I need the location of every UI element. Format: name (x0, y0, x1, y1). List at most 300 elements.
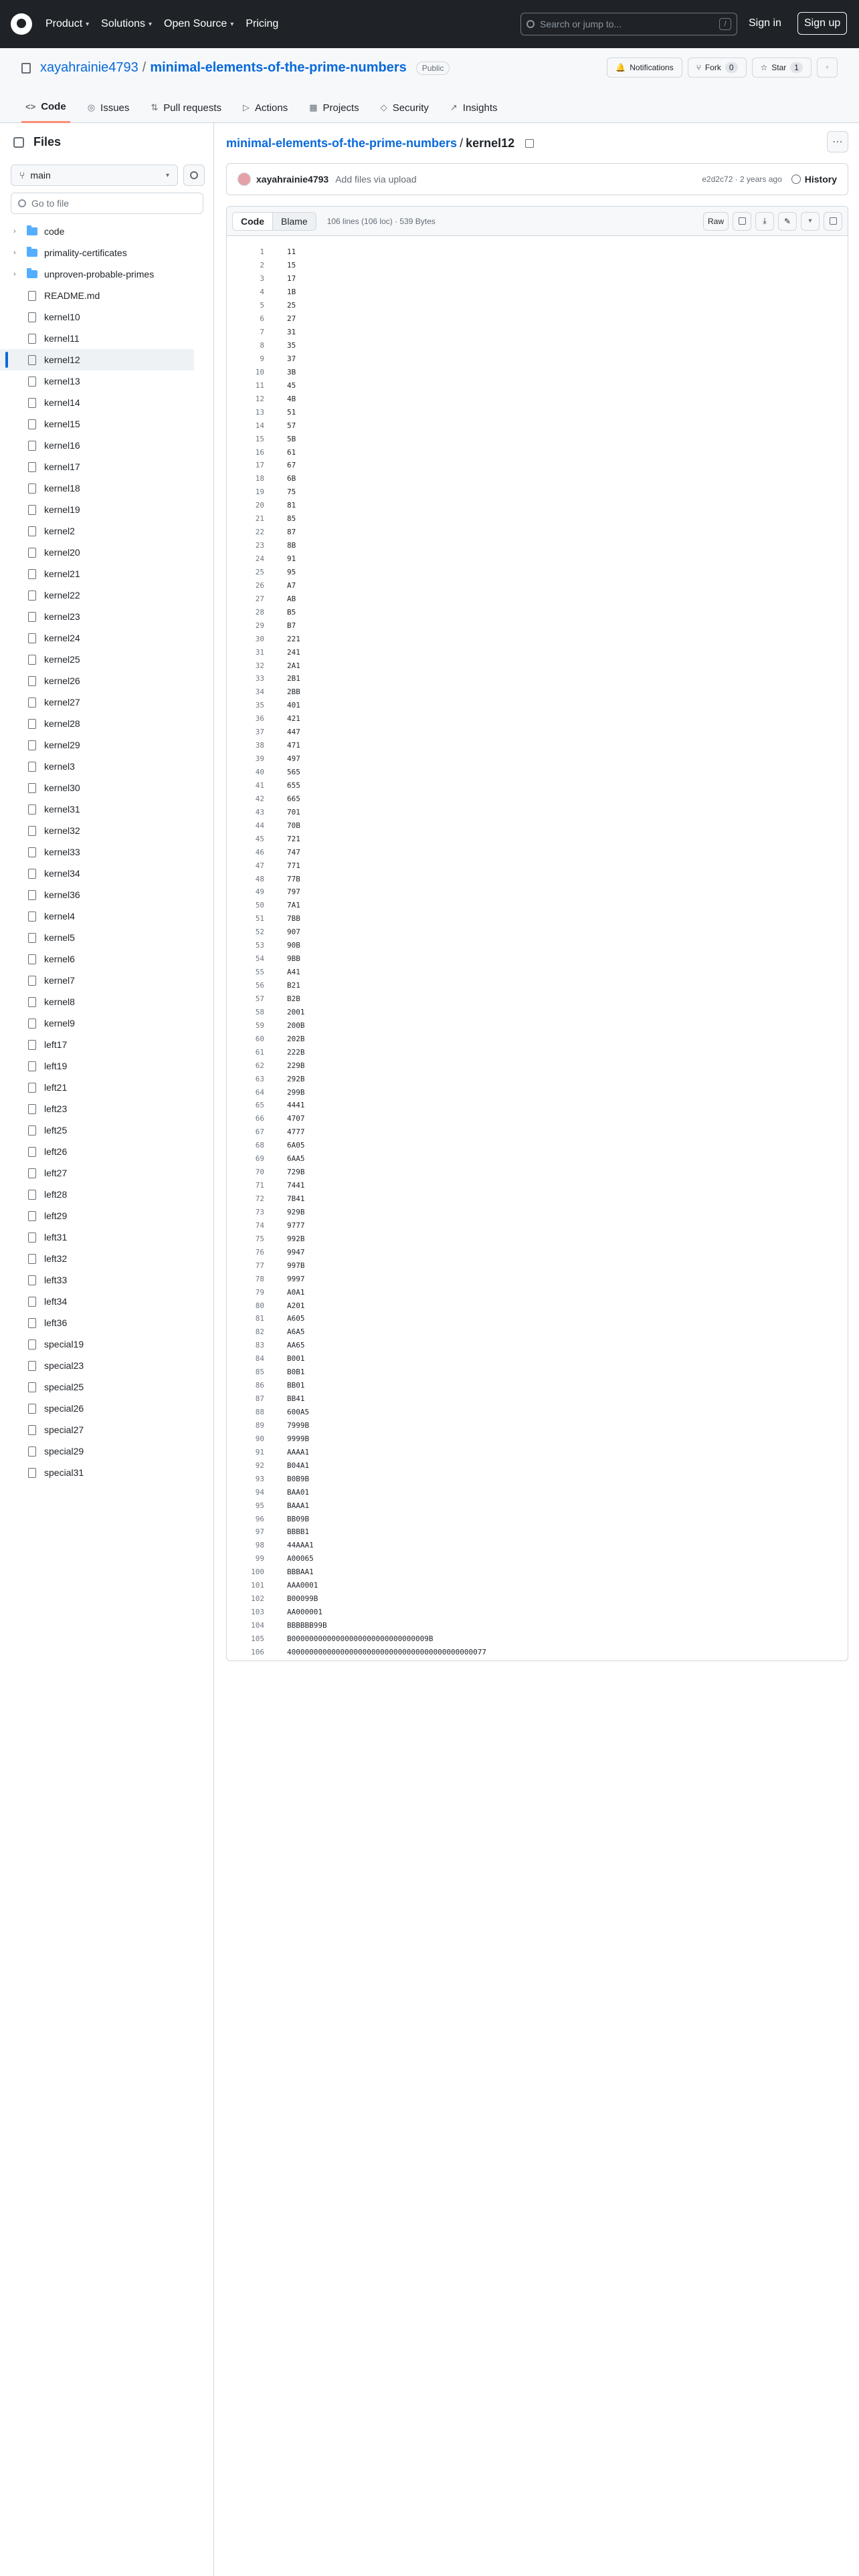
line-content: 497 (287, 754, 300, 764)
line-number[interactable]: 80 (255, 1301, 264, 1310)
file-icon (28, 548, 36, 558)
line-number[interactable]: 103 (251, 1608, 264, 1617)
more-options-button[interactable]: ⋯ (827, 131, 848, 152)
line-number[interactable]: 68 (255, 1141, 264, 1150)
pull-requests-icon: ⇅ (151, 102, 159, 112)
tree-item-special25[interactable] (0, 1376, 214, 1398)
search-input[interactable] (520, 13, 737, 35)
tree-item-kernel9[interactable] (0, 1012, 214, 1034)
line-number[interactable]: 11 (255, 381, 264, 390)
code-line (227, 1112, 848, 1125)
download-button[interactable] (755, 212, 774, 231)
tree-item-kernel28[interactable] (0, 713, 214, 734)
line-number[interactable]: 74 (255, 1220, 264, 1230)
top-nav-item-solutions[interactable] (101, 18, 152, 30)
tree-item-kernel7[interactable] (0, 970, 214, 991)
tree-item-kernel6[interactable] (0, 948, 214, 970)
tree-item-kernel16[interactable] (0, 435, 214, 456)
tree-item-left26[interactable] (0, 1141, 214, 1162)
code-view-button[interactable]: Code (233, 213, 273, 230)
tree-item-left19[interactable] (0, 1055, 214, 1077)
line-number[interactable]: 37 (255, 728, 264, 737)
line-content: 70B (287, 821, 300, 830)
line-content: 17 (287, 274, 296, 284)
file-icon (28, 933, 36, 943)
line-number[interactable]: 6 (260, 314, 264, 324)
history-label: History (804, 174, 837, 185)
tree-item-kernel25[interactable] (0, 649, 214, 670)
line-number[interactable]: 36 (255, 714, 264, 724)
blame-view-button[interactable]: Blame (273, 213, 316, 230)
tab-label: Security (392, 102, 429, 114)
tree-item-left25[interactable] (0, 1119, 214, 1141)
line-number[interactable]: 8 (260, 341, 264, 350)
tree-item-label: kernel19 (44, 504, 80, 515)
tree-item-kernel34[interactable] (0, 863, 214, 884)
repo-owner-link[interactable]: xayahrainie4793 (40, 60, 138, 75)
go-to-file-input[interactable] (11, 193, 203, 214)
code-line (227, 1645, 848, 1658)
line-content: 25 (287, 301, 296, 310)
star-dropdown-button[interactable] (817, 58, 838, 78)
tree-item-label: special27 (44, 1424, 84, 1435)
line-number[interactable]: 44 (255, 821, 264, 830)
line-number[interactable]: 34 (255, 687, 264, 697)
tree-item-label: kernel20 (44, 547, 80, 558)
line-number[interactable]: 70 (255, 1168, 264, 1177)
line-number[interactable]: 26 (255, 580, 264, 590)
tree-item-left17[interactable] (0, 1034, 214, 1055)
code-line (227, 1339, 848, 1352)
code-line (227, 1525, 848, 1539)
line-content: 701 (287, 807, 300, 817)
code-line (227, 1485, 848, 1499)
top-nav-label: Open Source (164, 18, 227, 29)
line-number[interactable]: 78 (255, 1274, 264, 1283)
file-icon (28, 1061, 36, 1071)
copy-path-icon[interactable] (525, 139, 534, 148)
line-number[interactable]: 19 (255, 488, 264, 497)
line-number[interactable]: 65 (255, 1101, 264, 1110)
tree-item-code[interactable] (0, 221, 214, 242)
edit-dropdown-button[interactable] (801, 212, 820, 231)
line-number[interactable]: 45 (255, 834, 264, 843)
line-number[interactable]: 9 (260, 354, 264, 363)
code-line (227, 459, 848, 472)
line-number[interactable]: 33 (255, 674, 264, 683)
line-number[interactable]: 96 (255, 1514, 264, 1523)
tree-item-label: left23 (44, 1103, 68, 1114)
line-number[interactable]: 79 (255, 1287, 264, 1297)
file-icon (28, 676, 36, 686)
line-number[interactable]: 98 (255, 1541, 264, 1550)
line-number[interactable]: 16 (255, 447, 264, 457)
line-number[interactable]: 21 (255, 514, 264, 524)
line-number[interactable]: 22 (255, 528, 264, 537)
tree-item-kernel22[interactable] (0, 584, 214, 606)
line-number[interactable]: 57 (255, 994, 264, 1003)
line-content: B04A1 (287, 1461, 310, 1470)
line-number[interactable]: 25 (255, 567, 264, 576)
tree-item-label: left19 (44, 1061, 68, 1071)
line-number[interactable]: 54 (255, 954, 264, 964)
line-number[interactable]: 71 (255, 1181, 264, 1190)
code-line (227, 552, 848, 566)
code-line (227, 1152, 848, 1166)
symbols-panel-button[interactable] (824, 212, 842, 231)
line-number[interactable]: 24 (255, 554, 264, 564)
tab-insights[interactable] (446, 92, 502, 123)
line-number[interactable]: 3 (260, 274, 264, 284)
collapse-panel-icon[interactable] (13, 137, 24, 148)
line-content: 35 (287, 341, 296, 350)
tree-item-label: special29 (44, 1446, 84, 1457)
line-number[interactable]: 41 (255, 780, 264, 790)
tree-item-kernel27[interactable] (0, 691, 214, 713)
tree-item-left32[interactable] (0, 1248, 214, 1269)
file-icon (28, 441, 36, 451)
tree-item-kernel15[interactable] (0, 413, 214, 435)
tree-item-left31[interactable] (0, 1226, 214, 1248)
line-content: 11 (287, 247, 296, 257)
code-line (227, 445, 848, 459)
line-number[interactable]: 20 (255, 501, 264, 510)
line-content: 797 (287, 887, 300, 897)
line-number[interactable]: 2 (260, 261, 264, 270)
tab-issues[interactable] (84, 92, 134, 123)
line-number[interactable]: 40 (255, 768, 264, 777)
line-number[interactable]: 83 (255, 1341, 264, 1350)
tree-item-kernel23[interactable] (0, 606, 214, 627)
tree-item-kernel31[interactable] (0, 798, 214, 820)
history-link[interactable] (791, 174, 837, 185)
line-number[interactable]: 102 (251, 1594, 264, 1604)
line-number[interactable]: 66 (255, 1114, 264, 1123)
code-line (227, 272, 848, 286)
fork-button[interactable] (688, 58, 747, 78)
tree-item-special27[interactable] (0, 1419, 214, 1440)
file-icon (28, 847, 36, 857)
tree-item-left28[interactable] (0, 1184, 214, 1205)
line-number[interactable]: 72 (255, 1194, 264, 1204)
code-icon: <> (25, 102, 36, 112)
line-number[interactable]: 75 (255, 1234, 264, 1243)
edit-button[interactable] (778, 212, 797, 231)
line-number[interactable]: 105 (251, 1634, 264, 1643)
line-number[interactable]: 94 (255, 1487, 264, 1497)
tree-item-label: kernel17 (44, 461, 80, 472)
file-icon (28, 1147, 36, 1157)
line-number[interactable]: 42 (255, 794, 264, 803)
tree-item-kernel10[interactable] (0, 306, 214, 328)
line-number[interactable]: 10 (255, 367, 264, 377)
line-number[interactable]: 12 (255, 394, 264, 403)
star-icon: ☆ (760, 63, 768, 72)
line-number[interactable]: 100 (251, 1568, 264, 1577)
file-icon (28, 869, 36, 879)
code-line (227, 578, 848, 592)
line-number[interactable]: 30 (255, 634, 264, 643)
line-number[interactable]: 28 (255, 607, 264, 617)
breadcrumb-repo-link[interactable]: minimal-elements-of-the-prime-numbers (226, 136, 458, 150)
file-info: 106 lines (106 loc) · 539 Bytes (326, 216, 436, 226)
top-nav-item-open-source[interactable] (164, 18, 233, 30)
file-content-box (226, 206, 848, 1661)
line-number[interactable]: 59 (255, 1021, 264, 1030)
tree-item-left33[interactable] (0, 1269, 214, 1291)
tree-item-kernel11[interactable] (0, 328, 214, 349)
line-number[interactable]: 23 (255, 541, 264, 550)
line-number[interactable]: 48 (255, 874, 264, 883)
line-number[interactable]: 87 (255, 1394, 264, 1404)
chevron-down-icon: ▾ (230, 20, 234, 28)
commit-author[interactable]: xayahrainie4793 (256, 174, 329, 185)
tree-item-label: kernel3 (44, 761, 75, 772)
tree-item-label: kernel21 (44, 568, 80, 579)
tab-security[interactable] (377, 92, 433, 123)
tree-item-left27[interactable] (0, 1162, 214, 1184)
tree-item-kernel2[interactable] (0, 520, 214, 542)
line-number[interactable]: 18 (255, 474, 264, 484)
line-number[interactable]: 15 (255, 434, 264, 443)
line-content: A7 (287, 580, 296, 590)
line-content: 447 (287, 728, 300, 737)
line-number[interactable]: 14 (255, 421, 264, 430)
line-number[interactable]: 50 (255, 901, 264, 910)
file-icon (28, 1168, 36, 1178)
line-number[interactable]: 17 (255, 461, 264, 470)
line-number[interactable]: 85 (255, 1368, 264, 1377)
line-number[interactable]: 29 (255, 621, 264, 630)
tree-item-label: left32 (44, 1253, 68, 1264)
line-number[interactable]: 63 (255, 1074, 264, 1083)
tree-item-kernel33[interactable] (0, 841, 214, 863)
line-number[interactable]: 47 (255, 861, 264, 870)
line-content: 400000000000000000000000000000000000000000077 (287, 1647, 487, 1656)
line-number[interactable]: 27 (255, 594, 264, 603)
copy-icon (739, 217, 746, 225)
line-number[interactable]: 43 (255, 807, 264, 817)
line-number[interactable]: 106 (251, 1647, 264, 1656)
code-line (227, 365, 848, 379)
line-number[interactable]: 7 (260, 328, 264, 337)
star-button[interactable] (752, 58, 812, 78)
tree-item-left21[interactable] (0, 1077, 214, 1098)
line-number[interactable]: 90 (255, 1434, 264, 1443)
line-number[interactable]: 31 (255, 647, 264, 657)
code-line (227, 1366, 848, 1379)
notifications-button[interactable] (607, 58, 682, 78)
line-number[interactable]: 60 (255, 1034, 264, 1043)
tab-actions[interactable] (239, 92, 292, 123)
file-icon (28, 1297, 36, 1307)
line-content: 2BB (287, 687, 300, 697)
tree-item-kernel17[interactable] (0, 456, 214, 477)
file-icon (28, 334, 36, 344)
line-number[interactable]: 56 (255, 981, 264, 990)
top-nav-item-pricing[interactable] (246, 18, 278, 30)
file-tree (0, 221, 214, 1483)
tree-item-special26[interactable] (0, 1398, 214, 1419)
code-line (227, 1606, 848, 1619)
line-number[interactable]: 89 (255, 1420, 264, 1430)
file-icon (28, 612, 36, 622)
tree-item-kernel12[interactable] (0, 349, 194, 370)
tree-item-kernel20[interactable] (0, 542, 214, 563)
tree-item-unproven-probable-primes[interactable] (0, 263, 214, 285)
commit-message[interactable]: Add files via upload (335, 174, 417, 185)
line-number[interactable]: 92 (255, 1461, 264, 1470)
chevron-right-icon: › (13, 249, 16, 257)
line-number[interactable]: 104 (251, 1621, 264, 1630)
code-line (227, 1552, 848, 1566)
file-icon (28, 505, 36, 515)
code-line (227, 832, 848, 845)
line-number[interactable]: 49 (255, 887, 264, 897)
copy-raw-button[interactable] (733, 212, 751, 231)
code-line (227, 1259, 848, 1272)
github-logo-icon[interactable] (11, 13, 32, 35)
tab-label: Insights (462, 102, 498, 114)
line-number[interactable]: 99 (255, 1554, 264, 1564)
tree-item-kernel4[interactable] (0, 905, 214, 927)
tree-item-special23[interactable] (0, 1355, 214, 1376)
tree-item-special29[interactable] (0, 1440, 214, 1462)
line-number[interactable]: 84 (255, 1354, 264, 1364)
file-icon (28, 526, 36, 536)
avatar[interactable] (237, 173, 251, 186)
line-number[interactable]: 35 (255, 701, 264, 710)
tab-pull-requests[interactable] (147, 92, 225, 123)
line-number[interactable]: 51 (255, 914, 264, 924)
tree-item-kernel30[interactable] (0, 777, 214, 798)
tree-item-kernel26[interactable] (0, 670, 214, 691)
line-number[interactable]: 93 (255, 1474, 264, 1483)
line-number[interactable]: 13 (255, 407, 264, 417)
line-content: 229B (287, 1061, 305, 1070)
tree-item-kernel8[interactable] (0, 991, 214, 1012)
line-number[interactable]: 97 (255, 1527, 264, 1537)
tree-item-kernel13[interactable] (0, 370, 214, 392)
file-icon (28, 398, 36, 408)
tree-item-kernel14[interactable] (0, 392, 214, 413)
tree-item-left34[interactable] (0, 1291, 214, 1312)
sign-up-button[interactable]: Sign up (797, 12, 847, 35)
tree-item-label: kernel24 (44, 633, 80, 643)
file-icon (28, 890, 36, 900)
code-line (227, 1232, 848, 1245)
search-placeholder: Search or jump to... (540, 19, 622, 29)
line-number[interactable]: 88 (255, 1408, 264, 1417)
tree-item-kernel3[interactable] (0, 756, 214, 777)
line-number[interactable]: 61 (255, 1047, 264, 1057)
security-icon: ◇ (380, 102, 387, 112)
file-icon (28, 1040, 36, 1050)
repo-name-link[interactable]: minimal-elements-of-the-prime-numbers (150, 60, 407, 75)
tree-item-kernel24[interactable] (0, 627, 214, 649)
branch-selector[interactable] (11, 165, 178, 186)
line-number[interactable]: 38 (255, 741, 264, 750)
global-header (0, 0, 859, 48)
line-number[interactable]: 69 (255, 1154, 264, 1164)
line-content: A6A5 (287, 1327, 305, 1337)
top-nav-item-product[interactable] (45, 18, 89, 30)
tree-item-left29[interactable] (0, 1205, 214, 1226)
line-number[interactable]: 58 (255, 1007, 264, 1016)
line-number[interactable]: 77 (255, 1261, 264, 1270)
line-number[interactable]: 64 (255, 1087, 264, 1097)
tab-projects[interactable] (305, 92, 363, 123)
line-number[interactable]: 86 (255, 1381, 264, 1390)
line-number[interactable]: 82 (255, 1327, 264, 1337)
line-number[interactable]: 53 (255, 941, 264, 950)
line-content: 81 (287, 501, 296, 510)
line-number[interactable]: 5 (260, 301, 264, 310)
tree-item-readme-md[interactable] (0, 285, 214, 306)
code-line (227, 1406, 848, 1419)
code-line (227, 392, 848, 405)
repo-actions (607, 58, 838, 78)
sidebar-header (13, 135, 61, 149)
line-number[interactable]: 91 (255, 1447, 264, 1457)
code-line (227, 352, 848, 366)
line-number[interactable]: 81 (255, 1314, 264, 1323)
tree-item-kernel21[interactable] (0, 563, 214, 584)
code-line (227, 1566, 848, 1579)
line-content: 15 (287, 261, 296, 270)
line-number[interactable]: 1 (260, 247, 264, 257)
line-number[interactable]: 76 (255, 1247, 264, 1257)
tree-item-special19[interactable] (0, 1333, 214, 1355)
tree-item-label: kernel26 (44, 675, 80, 686)
code-line (227, 899, 848, 912)
line-number[interactable]: 32 (255, 661, 264, 670)
line-content: 2001 (287, 1007, 305, 1016)
line-number[interactable]: 52 (255, 928, 264, 937)
line-number[interactable]: 73 (255, 1207, 264, 1216)
tree-item-kernel18[interactable] (0, 477, 214, 499)
line-number[interactable]: 62 (255, 1061, 264, 1070)
line-number[interactable]: 101 (251, 1581, 264, 1590)
sign-in-link[interactable]: Sign in (749, 17, 781, 29)
line-number[interactable]: 4 (260, 288, 264, 297)
view-toggle (232, 212, 316, 231)
tree-item-kernel19[interactable] (0, 499, 214, 520)
line-number[interactable]: 46 (255, 847, 264, 857)
tree-item-left36[interactable] (0, 1312, 214, 1333)
tree-item-primality-certificates[interactable] (0, 242, 214, 263)
line-content: 600A5 (287, 1408, 310, 1417)
tree-item-left23[interactable] (0, 1098, 214, 1119)
file-icon (28, 1083, 36, 1093)
line-number[interactable]: 55 (255, 968, 264, 977)
line-content: 471 (287, 741, 300, 750)
code-line (227, 1512, 848, 1525)
search-files-button[interactable] (183, 165, 205, 186)
tree-item-label: kernel27 (44, 697, 80, 708)
tab-code[interactable] (21, 92, 70, 123)
tree-item-special31[interactable] (0, 1462, 214, 1483)
raw-button[interactable]: Raw (703, 212, 729, 231)
line-number[interactable]: 95 (255, 1501, 264, 1510)
tree-item-kernel5[interactable] (0, 927, 214, 948)
code-line (227, 966, 848, 979)
tree-item-kernel29[interactable] (0, 734, 214, 756)
tree-item-kernel36[interactable] (0, 884, 214, 905)
tree-item-kernel32[interactable] (0, 820, 214, 841)
line-number[interactable]: 67 (255, 1128, 264, 1137)
line-number[interactable]: 39 (255, 754, 264, 764)
